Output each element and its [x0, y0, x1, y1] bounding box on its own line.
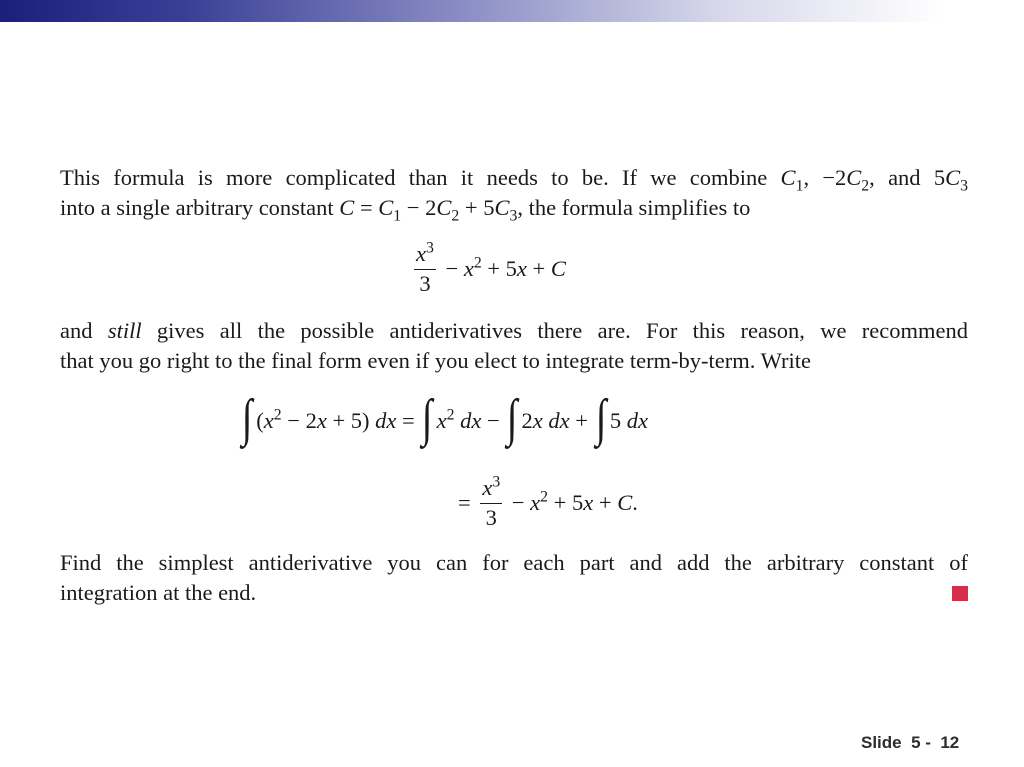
slide-number: Slide 5 - 12 [861, 733, 960, 752]
paragraph-conclusion-line-2: integration at the end. [60, 580, 257, 605]
paragraph-intro [60, 163, 968, 223]
fraction-x-cubed-over-3: $\frac{x^3}{3}$ [416, 239, 434, 296]
integral-result: = $\frac{x^3}{3}$ − $x^2 + 5x + C$. [458, 473, 638, 530]
simplified-formula: $\frac{x^3}{3}$ − $x^2 + 5x + C$ [416, 239, 566, 296]
paragraph-conclusion-line-1: Find the simplest antiderivative you can for each part and add the arbitrary constant of [60, 550, 968, 575]
paragraph-intro-line-1: This formula is more complicated than it needs to be. If we combine $C_1$, $-2C_2$, and $5C_3$ [60, 165, 968, 195]
integral-sign: ∫ [595, 390, 607, 447]
slide-title-bar [0, 0, 1024, 22]
paragraph-recommendation-line-2: that you go right to the final form even if you elect to integrate term-by-term. Write [60, 348, 811, 373]
paragraph-intro-line-2: into a single arbitrary constant $C = C_1 - 2C_2 + 5C_3$, the formula simplifies to [60, 195, 751, 225]
end-of-example-mark [952, 586, 968, 601]
paragraph-recommendation-line-1: and still gives all the possible antiderivatives there are. For this reason, we recommend [60, 318, 968, 343]
paragraph-recommendation [60, 316, 968, 376]
integral-sign: ∫ [507, 390, 518, 447]
paragraph-conclusion [60, 548, 968, 608]
integral-sign: ∫ [422, 390, 433, 447]
integral-sign: ∫ [241, 390, 253, 447]
fraction-x-cubed-over-3: $\frac{x^3}{3}$ [482, 473, 501, 530]
integral-equation: ∫ $(x^2 - 2x + 5)$ dx = ∫ $x^2$ dx − ∫ 2x dx + ∫ 5 dx [241, 390, 648, 447]
